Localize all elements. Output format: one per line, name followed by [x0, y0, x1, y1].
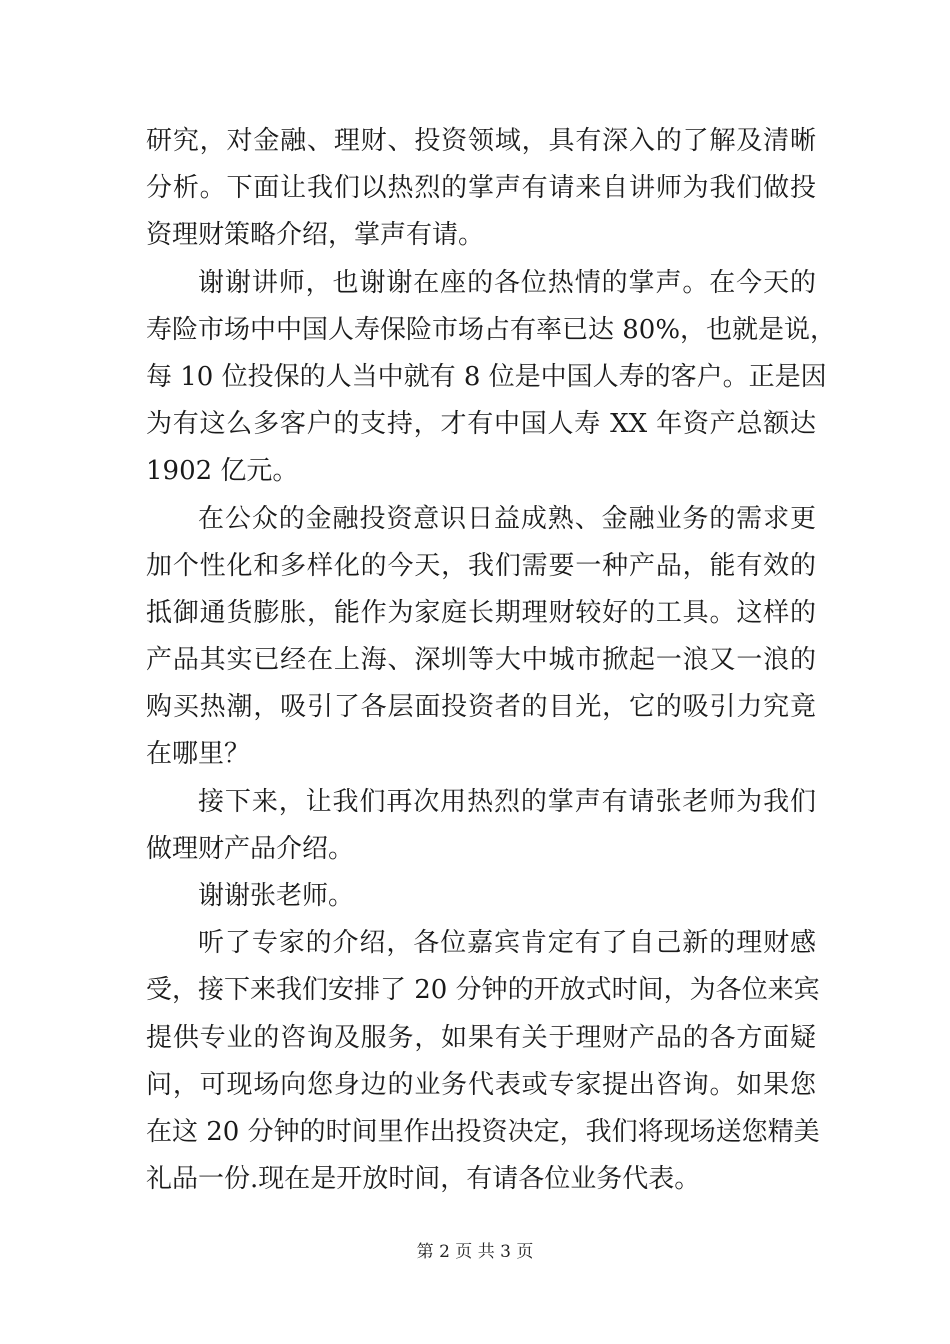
- paragraph: [146, 118, 816, 260]
- text-line: 在这 20 分钟的时间里作出投资决定，我们将现场送您精美: [146, 1116, 820, 1147]
- text-line: 提供专业的咨询及服务，如果有关于理财产品的各方面疑: [146, 1022, 816, 1053]
- text-line: 1902 亿元。: [146, 456, 299, 487]
- text-line: 研究，对金融、理财、投资领域，具有深入的了解及清晰: [146, 126, 816, 156]
- text-line: 谢谢讲师，也谢谢在座的各位热情的掌声。在今天的: [198, 267, 816, 298]
- text-line: 产品其实已经在上海、深圳等大中城市掀起一浪又一浪的: [146, 645, 816, 676]
- paragraph: [146, 779, 816, 873]
- text-line: 听了专家的介绍，各位嘉宾肯定有了自己新的理财感: [198, 928, 816, 959]
- text-line: 在哪里？: [146, 739, 251, 770]
- page-footer: 第 2 页 共 3 页: [416, 1242, 534, 1262]
- paragraph: [146, 920, 820, 1203]
- text-line: 做理财产品介绍。: [146, 833, 355, 864]
- paragraph: [146, 260, 837, 496]
- paragraph: [146, 873, 816, 920]
- text-line: 为有这么多客户的支持，才有中国人寿 XX 年资产总额达: [146, 409, 816, 440]
- text-line: 谢谢张老师。: [198, 881, 355, 911]
- text-line: 礼品一份.现在是开放时间，有请各位业务代表。: [146, 1164, 701, 1195]
- text-line: 受，接下来我们安排了 20 分钟的开放式时间，为各位来宾: [146, 975, 820, 1006]
- body-text: [146, 118, 837, 1203]
- text-line: 抵御通货膨胀，能作为家庭长期理财较好的工具。这样的: [146, 597, 816, 628]
- text-line: 分析。下面让我们以热烈的掌声有请来自讲师为我们做投: [146, 173, 816, 204]
- text-line: 接下来，让我们再次用热烈的掌声有请张老师为我们: [198, 786, 816, 817]
- text-line: 在公众的金融投资意识日益成熟、金融业务的需求更: [198, 503, 816, 534]
- text-line: 资理财策略介绍，掌声有请。: [146, 220, 485, 251]
- paragraph: [146, 496, 816, 779]
- text-line: 寿险市场中中国人寿保险市场占有率已达 80%，也就是说，: [146, 314, 837, 345]
- text-line: 购买热潮，吸引了各层面投资者的目光，它的吸引力究竟: [146, 692, 816, 723]
- text-line: 加个性化和多样化的今天，我们需要一种产品，能有效的: [146, 550, 816, 581]
- text-line: 问，可现场向您身边的业务代表或专家提出咨询。如果您: [146, 1069, 816, 1100]
- text-line: 每 10 位投保的人当中就有 8 位是中国人寿的客户。正是因: [146, 361, 827, 392]
